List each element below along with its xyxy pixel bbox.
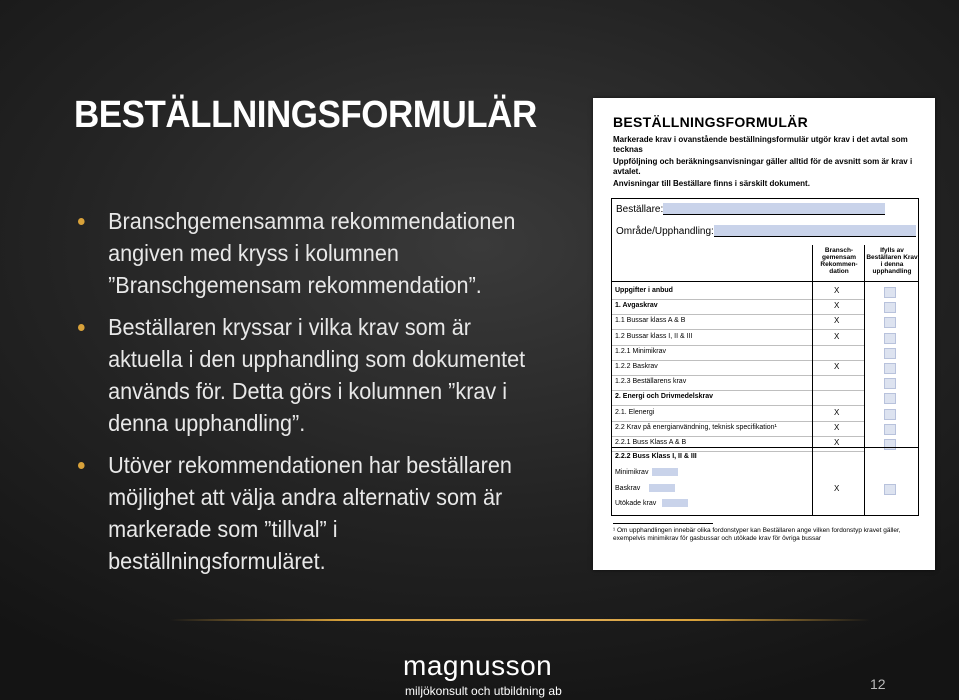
footnote: ¹ Om upphandlingen innebär olika fordonstyper kan Beställaren ange vilken fordonstyp kravet gäller, exempelvis minimikrav för gasbussar och utökade krav för övriga bussar bbox=[613, 527, 901, 542]
col-header-ifylls: Ifylls av Beställaren Krav i denna upphandling bbox=[866, 247, 918, 275]
checkbox bbox=[884, 287, 896, 298]
checkbox bbox=[884, 484, 896, 495]
row-divider bbox=[612, 329, 865, 330]
checkbox bbox=[884, 333, 896, 344]
footnote-divider bbox=[613, 523, 713, 524]
field-input-line bbox=[714, 225, 916, 237]
checkbox bbox=[884, 393, 896, 404]
x-mark: X bbox=[834, 362, 840, 371]
row-divider bbox=[612, 436, 865, 437]
sub-label: Baskrav bbox=[615, 484, 641, 492]
row-divider bbox=[612, 345, 865, 346]
x-mark: X bbox=[834, 484, 840, 493]
x-mark: X bbox=[834, 422, 840, 432]
bullet-item bbox=[78, 311, 548, 439]
field-label: Beställare: bbox=[616, 204, 664, 215]
bullet-list bbox=[78, 205, 578, 587]
form-row-label: Uppgifter i anbud bbox=[615, 287, 673, 294]
col-header-branch: Bransch-gemensam Rekommen-dation bbox=[820, 247, 858, 275]
bullet-text: Branschgemensamma rekommendationen angiven med kryss i kolumnen ”Branschgemensam rekommendation”. bbox=[108, 208, 516, 298]
x-mark: X bbox=[834, 301, 840, 311]
row-divider bbox=[612, 451, 865, 452]
form-document-image bbox=[593, 98, 935, 570]
field-input-line bbox=[663, 203, 885, 215]
form-row-label: 2.2.2 Buss Klass I, II & III bbox=[615, 453, 697, 460]
intro-line: Uppföljning och beräkningsanvisningar gäller alltid för de avsnitt som är krav i avtalet. bbox=[613, 157, 913, 176]
row-divider bbox=[612, 299, 865, 300]
mini-field bbox=[652, 468, 678, 476]
slide-title: BESTÄLLNINGSFORMULÄR bbox=[74, 94, 537, 136]
row-divider bbox=[612, 375, 865, 376]
bullet-dot-icon bbox=[78, 218, 85, 225]
form-row-label: 2.2 Krav på energianvändning, teknisk specifikation¹ bbox=[615, 423, 777, 431]
brand-subtitle: miljökonsult och utbildning ab bbox=[405, 684, 562, 698]
column-divider bbox=[864, 245, 865, 515]
x-mark: X bbox=[834, 286, 840, 295]
bullet-dot-icon bbox=[78, 462, 85, 469]
x-mark: X bbox=[834, 438, 840, 447]
form-table bbox=[611, 198, 919, 516]
x-mark: X bbox=[834, 316, 840, 326]
header-divider bbox=[612, 281, 918, 282]
form-row-label: 2.1. Elenergi bbox=[615, 408, 655, 416]
form-row-label: 1.1 Bussar klass A & B bbox=[615, 317, 686, 325]
sub-baskrav bbox=[615, 484, 675, 492]
form-row-label: 1. Avgaskrav bbox=[615, 302, 658, 310]
x-mark: X bbox=[834, 407, 840, 417]
document-title: BESTÄLLNINGSFORMULÄR bbox=[613, 114, 808, 130]
omrade-field bbox=[616, 225, 916, 237]
checkbox bbox=[884, 348, 896, 359]
checkbox bbox=[884, 302, 896, 313]
accent-divider bbox=[170, 619, 870, 621]
checkbox bbox=[884, 317, 896, 328]
form-row-label: 2. Energi och Drivmedelskrav bbox=[615, 393, 714, 401]
form-row-label: 1.2 Bussar klass I, II & III bbox=[615, 332, 693, 340]
form-row-label: 1.2.2 Baskrav bbox=[615, 363, 658, 370]
checkbox bbox=[884, 439, 896, 450]
mini-field bbox=[662, 499, 688, 507]
column-divider bbox=[812, 245, 813, 515]
sub-minimikrav bbox=[615, 468, 678, 476]
checkbox bbox=[884, 378, 896, 389]
bullet-dot-icon bbox=[78, 324, 85, 331]
row-divider bbox=[612, 360, 865, 361]
checkbox bbox=[884, 409, 896, 420]
sub-utokade bbox=[615, 499, 688, 507]
field-label: Område/Upphandling: bbox=[616, 226, 714, 237]
checkbox bbox=[884, 363, 896, 374]
row-divider bbox=[612, 421, 865, 422]
form-row-label: 1.2.3 Beställarens krav bbox=[615, 378, 687, 386]
intro-line: Markerade krav i ovanstående beställningsformulär utgör krav i det avtal som tecknas bbox=[613, 135, 908, 154]
document-intro bbox=[613, 135, 923, 191]
sub-label: Minimikrav bbox=[615, 468, 649, 476]
form-row-label: 1.2.1 Minimikrav bbox=[615, 347, 666, 355]
mini-field bbox=[649, 484, 675, 492]
sub-label: Utökade krav bbox=[615, 499, 657, 507]
bullet-item bbox=[78, 449, 548, 577]
form-row-label: 2.2.1 Buss Klass A & B bbox=[615, 439, 687, 446]
row-divider bbox=[612, 405, 865, 406]
bullet-text: Utöver rekommendationen har beställaren möjlighet att välja andra alternativ som är markerade som ”tillval” i beställningsformuläret. bbox=[108, 452, 512, 574]
x-mark: X bbox=[834, 331, 840, 341]
bullet-text: Beställaren kryssar i vilka krav som är aktuella i den upphandling som dokumentet används för. Detta görs i kolumnen ”krav i denna upphandling”. bbox=[108, 314, 526, 436]
bullet-item bbox=[78, 205, 548, 301]
row-divider bbox=[612, 314, 865, 315]
brand-logo-text: magnusson bbox=[403, 650, 553, 681]
checkbox bbox=[884, 424, 896, 435]
row-divider bbox=[612, 447, 918, 448]
intro-line: Anvisningar till Beställare finns i särskilt dokument. bbox=[613, 179, 810, 188]
page-number: 12 bbox=[870, 676, 886, 692]
bestallare-field bbox=[616, 203, 885, 215]
row-divider bbox=[612, 390, 865, 391]
